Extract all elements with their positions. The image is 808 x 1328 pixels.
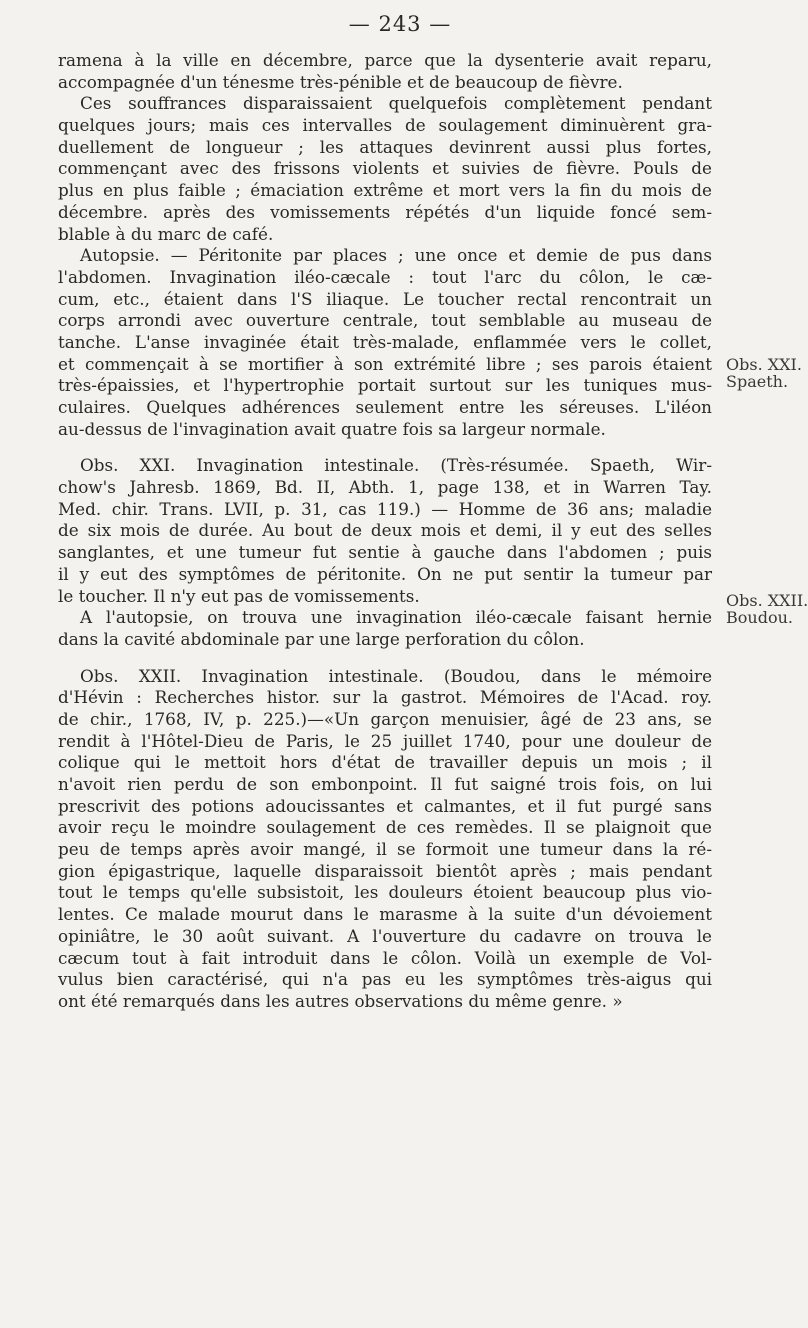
text-line: plus en plus faible ; émaciation extrême et mort vers la fin du mois de xyxy=(58,180,712,201)
margin-note-obs-xxii xyxy=(726,591,808,627)
text-line: accompagnée d'un ténesme très-pénible et de beaucoup de fièvre. xyxy=(58,71,623,92)
text-line: vulus bien caractérisé, qui n'a pas eu les symptômes très-aigus qui xyxy=(58,969,712,990)
text-line: de six mois de durée. Au bout de deux mois et demi, il y eut des selles xyxy=(58,520,712,541)
page-number: — 243 — xyxy=(348,12,452,36)
margin-note-line: Obs. XXI. xyxy=(726,355,802,374)
paragraph-obs-xxi-autopsy xyxy=(58,607,712,650)
margin-note-obs-xxi xyxy=(726,356,800,390)
text-line: dans la cavité abdominale par une large perforation du côlon. xyxy=(58,628,585,649)
text-line: Autopsie. — Péritonite par places ; une once et demie de pus dans xyxy=(80,245,712,266)
text-line: d'Hévin : Recherches histor. sur la gastrot. Mémoires de l'Acad. roy. xyxy=(58,687,712,708)
text-line: Obs. XXII. Invagination intestinale. (Boudou, dans le mémoire xyxy=(80,665,712,686)
text-line: décembre. après des vomissements répétés d'un liquide foncé sem- xyxy=(58,201,712,222)
text-line: ont été remarqués dans les autres observations du même genre. » xyxy=(58,990,623,1011)
paragraph-obs-xxii xyxy=(58,666,712,1013)
text-line: au-dessus de l'invagination avait quatre fois sa largeur normale. xyxy=(58,418,606,439)
text-line: lentes. Ce malade mourut dans le marasme à la suite d'un dévoiement xyxy=(58,904,712,925)
text-line: Med. chir. Trans. LVII, p. 31, cas 119.) — Homme de 36 ans; maladie xyxy=(58,498,712,519)
text-line: colique qui le mettoit hors d'état de travailler depuis un mois ; il xyxy=(58,752,712,773)
text-line: Obs. XXI. Invagination intestinale. (Très-résumée. Spaeth, Wir- xyxy=(80,455,712,476)
text-line: l'abdomen. Invagination iléo-cæcale : tout l'arc du côlon, le cæ- xyxy=(58,266,712,287)
text-line: gion épigastrique, laquelle disparaissoit bientôt après ; mais pendant xyxy=(58,860,712,881)
text-line: de chir., 1768, IV, p. 225.)—«Un garçon menuisier, âgé de 23 ans, se xyxy=(58,708,712,729)
body-text xyxy=(58,50,712,1013)
text-line: ramena à la ville en décembre, parce que la dysenterie avait reparu, xyxy=(58,50,712,70)
text-line: le toucher. Il n'y eut pas de vomissements. xyxy=(58,585,420,606)
text-line: rendit à l'Hôtel-Dieu de Paris, le 25 juillet 1740, pour une douleur de xyxy=(58,730,712,751)
text-line: commençant avec des frissons violents et suivies de fièvre. Pouls de xyxy=(58,158,712,179)
text-line: il y eut des symptômes de péritonite. On ne put sentir la tumeur par xyxy=(58,563,712,584)
paragraph-autopsy xyxy=(58,245,712,440)
paragraph-obs-xxi xyxy=(58,455,712,607)
text-line: opiniâtre, le 30 août suivant. A l'ouverture du cadavre on trouva le xyxy=(58,925,712,946)
text-line: n'avoit rien perdu de son embonpoint. Il fut saigné trois fois, on lui xyxy=(58,774,712,794)
paragraph-symptoms xyxy=(58,93,712,245)
text-line: culaires. Quelques adhérences seulement entre les séreuses. L'iléon xyxy=(58,397,712,417)
text-line: tanche. L'anse invaginée était très-malade, enflammée vers le collet, xyxy=(58,331,712,352)
margin-note-line: Obs. XXII. xyxy=(726,591,808,610)
text-line: et commençait à se mortifier à son extrémité libre ; ses parois étaient xyxy=(58,353,712,374)
margin-note-line: Boudou. xyxy=(726,608,793,627)
text-line: avoir reçu le moindre soulagement de ces remèdes. Il se plaignoit que xyxy=(58,817,712,838)
text-line: chow's Jahresb. 1869, Bd. II, Abth. 1, page 138, et in Warren Tay. xyxy=(58,477,712,498)
text-line: A l'autopsie, on trouva une invagination iléo-cæcale faisant hernie xyxy=(80,607,712,628)
text-line: duellement de longueur ; les attaques devinrent aussi plus fortes, xyxy=(58,136,712,157)
text-line: tout le temps qu'elle subsistoit, les douleurs étoient beaucoup plus vio- xyxy=(58,882,712,903)
text-line: très-épaissies, et l'hypertrophie portait surtout sur les tuniques mus- xyxy=(58,375,712,396)
text-line: blable à du marc de café. xyxy=(58,223,274,244)
margin-note-line: Spaeth. xyxy=(726,372,789,391)
text-line: quelques jours; mais ces intervalles de soulagement diminuèrent gra- xyxy=(58,115,712,136)
text-line: sanglantes, et une tumeur fut sentie à gauche dans l'abdomen ; puis xyxy=(58,542,712,563)
text-line: peu de temps après avoir mangé, il se formoit une tumeur dans la ré- xyxy=(58,839,712,860)
text-line: corps arrondi avec ouverture centrale, tout semblable au museau de xyxy=(58,310,712,331)
text-line: cum, etc., étaient dans l'S iliaque. Le toucher rectal rencontrait un xyxy=(58,288,712,309)
paragraph-continuation xyxy=(58,50,712,93)
text-line: Ces souffrances disparaissaient quelquefois complètement pendant xyxy=(80,93,712,114)
text-line: cæcum tout à fait introduit dans le côlon. Voilà un exemple de Vol- xyxy=(58,947,712,968)
text-line: prescrivit des potions adoucissantes et calmantes, et il fut purgé sans xyxy=(58,795,712,816)
